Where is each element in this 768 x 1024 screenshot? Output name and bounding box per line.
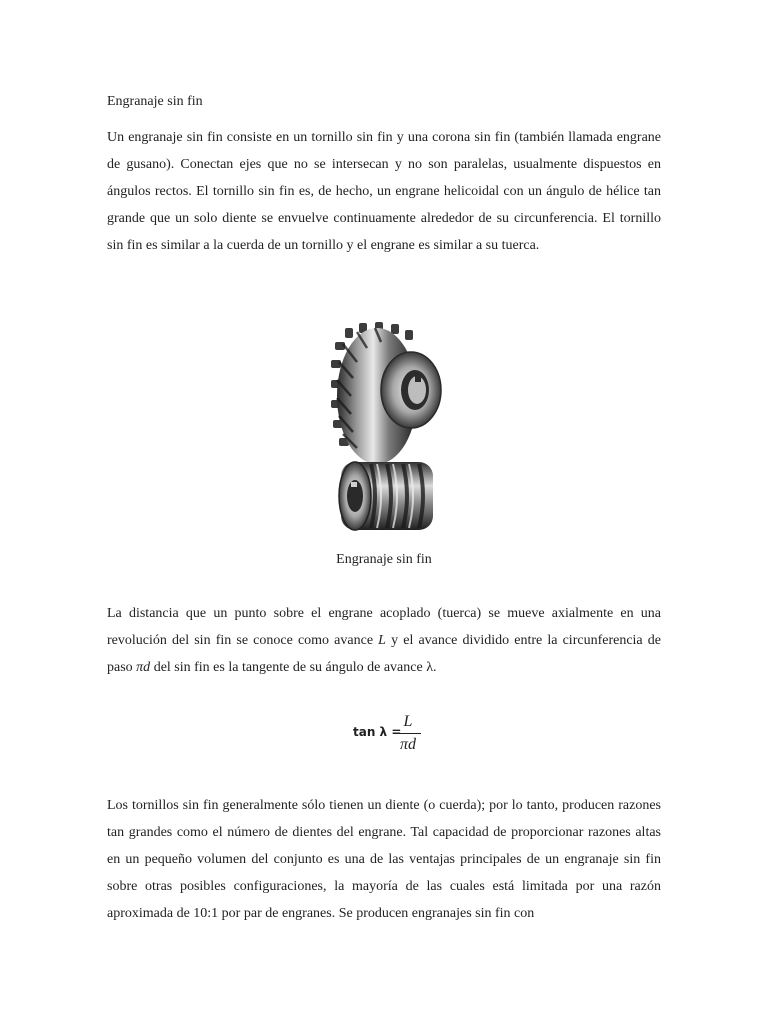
lead-symbol-pid: πd xyxy=(136,660,151,675)
formula-fraction xyxy=(395,712,421,755)
formula-lhs: tan λ = xyxy=(353,725,402,739)
worm-wheel-shape xyxy=(331,322,441,464)
intro-paragraph: Un engranaje sin fin consiste en un tornillo sin fin y una corona sin fin (también llamada engrane de gusano). Conectan ejes que no se intersecan y no son paralelas, usualmente dispuestos en ángulos rectos. El tornillo sin fin es, de hecho, un engrane helicoidal con un ángulo de hélice tan grande que un solo diente se envuelve continuamente alrededor de su circunferencia. El tornillo sin fin es similar a la cuerda de un tornillo y el engrane es similar a su tuerca. xyxy=(107,130,661,253)
fraction-bar xyxy=(395,733,421,734)
lead-angle-formula xyxy=(353,712,443,758)
formula-denominator: πd xyxy=(399,736,416,753)
lead-text-c: del sin fin es la tangente de su ángulo de avance λ. xyxy=(150,660,437,675)
worm-gear-image xyxy=(331,322,443,536)
worm-screw-shape xyxy=(339,462,433,530)
document-title: Engranaje sin fin xyxy=(107,94,203,109)
lead-paragraph xyxy=(107,600,661,681)
formula-numerator: L xyxy=(403,713,413,730)
lead-text-b: y el avance dividido entre la circunferencia de paso xyxy=(107,633,661,675)
lead-text-a: La distancia que un punto sobre el engrane acoplado (tuerca) se mueve axialmente en una revolución del sin fin se conoce como avance xyxy=(107,606,661,648)
figure-caption: Engranaje sin fin xyxy=(336,552,432,567)
ratio-paragraph: Los tornillos sin fin generalmente sólo tienen un diente (o cuerda); por lo tanto, producen razones tan grandes como el número de dientes del engrane. Tal capacidad de proporcionar razones altas en un pequeño volumen del conjunto es una de las ventajas principales de un engranaje sin fin sobre otras posibles configuraciones, la mayoría de las cuales está limitada por una razón aproximada de 10:1 por par de engranes. Se producen engranajes sin fin con xyxy=(107,798,661,921)
lead-symbol-L: L xyxy=(378,633,386,648)
